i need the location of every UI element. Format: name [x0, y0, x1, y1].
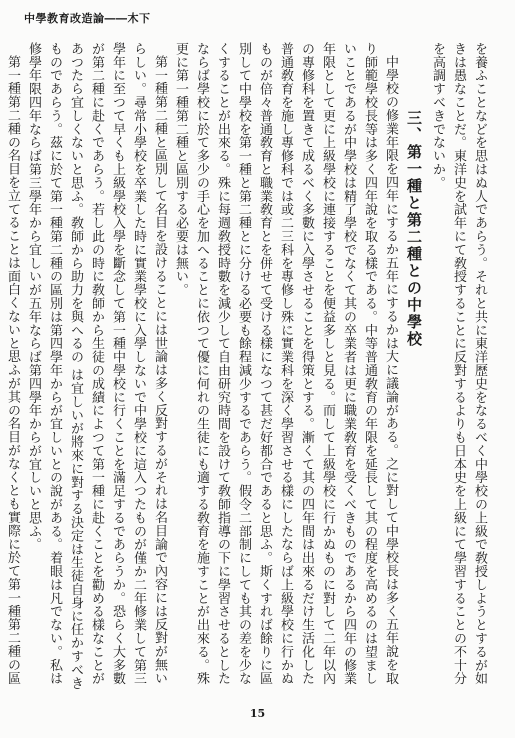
- paragraph-continued: を養ふことなどを思はぬ人であらう。それと共に東洋歷史をなるべく中學校の上級で敎授しようとするが如きは愚なことだ。東洋史を試年にて敎授することに反對するよりも日本史を上級にて學習することの不十分を高調すべきでないか。: [430, 42, 487, 686]
- paragraph: 中學校の修業年限を四年にするか五年にするかは大に議論がある。之に對して中學校長は多く五年說を取り師範學校長等は多く四年說を取る樣である。中等普通敎育の年限を延長して其の程度を高めるのは望ましいことであるが中學校は精了學校でなくて其の卒業者は更に職業敎育を受くべきものであるから四年の修業年限として更に上級學校に連接することを便益多しと見る。而して上級學校に行かぬものに對して二年以內の專修科を置きて成るべく多數に入學させることを得策とする。漸くて其の四年間は出來るだけ生活化した普通敎育を施し專修科では或二三科を專修し殊に實業科を深く學習させる樣にしたならば上級學校に行かぬものが倍々普通敎育と職業敎育とを併せて受ける樣になつて甚だ好都合であると思ふ。斯くすれば餘りに區別して中學校を第一種と第二種とに分ける必要も餘程減少するであらう。假令二部制にしても其の差を少なくすることが出來る。殊に每週敎授時數を減少して自由研究時間を設けて敎師指導の下に學習させるとしたならば學校に於て多少の手心を加へることに依つて優に何れの生徒にも適する敎育を施すことが出來る。殊更に第一種第二種と區別する必要は無い。: [173, 42, 398, 686]
- section-heading: 三、第一種と第二種との中學校: [405, 109, 423, 348]
- page-number: 15: [249, 707, 266, 720]
- running-header: 中學教育改造論――木下: [24, 12, 151, 25]
- page-body: [5, 42, 490, 694]
- paragraph: 第一種第二種の名目を立てることは面白くないと思ふが其の名目がなくとも實際に於て第一種第二種の區: [5, 55, 20, 685]
- paragraph: 第一種第二種と區別して名目を設けることには世論は多く反對するがそれは名目論で內容には反對が無いらしい。尋常小學校を卒業した時に實業學校に入學しないで中學校に這入つたものが僅か二年修業して第三學年に至つて早くも上級學校入學を斷念して第一種中學校に行くことを滿足するであらうか。恐らく大多數が第二種に赴くであらう。若し此の時に敎師から生徒の成績によつて第一種に赴くことを勸める樣なことがあつたら宜しくないと思ふ。敎師から助力を與へるの は宜しいが將來に對する決定は生徒自身に任かすべきものであらう。茲に於て第一種第二種の區別は第四學年からが宜しいとの說がある。着眼は凡でない。私は修學年限四年ならば第三學年から宜しいが五年ならば第四學年からが宜しいと思ふ。: [26, 42, 167, 690]
